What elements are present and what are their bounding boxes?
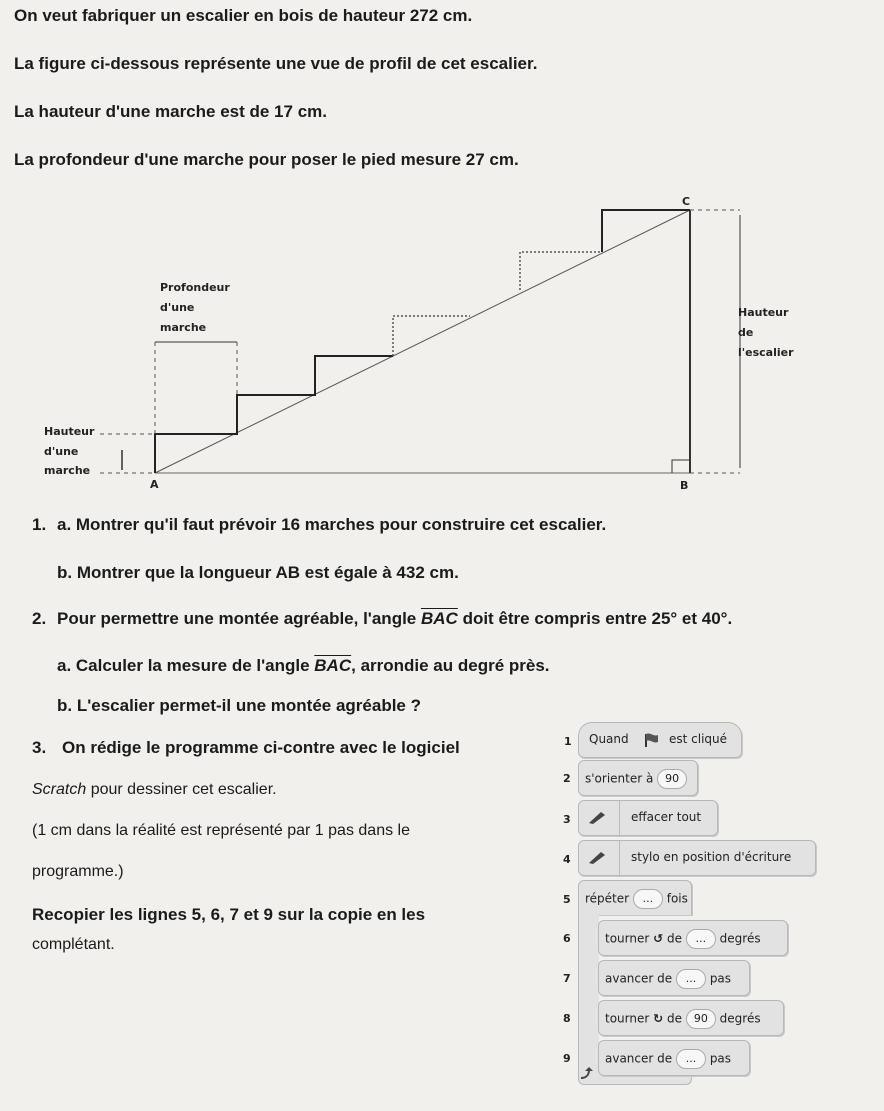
move-steps-block[interactable] <box>598 1040 750 1076</box>
repeat-count[interactable]: ... <box>633 889 663 909</box>
line-number-6: 6 <box>563 932 571 945</box>
erase-all-block[interactable] <box>578 800 718 836</box>
question-3-line-2-rest: pour dessiner cet escalier. <box>90 781 277 798</box>
move-steps-value[interactable]: ... <box>676 969 706 989</box>
block-text: avancer de <box>605 1051 673 1066</box>
loop-arrow-icon <box>579 1066 595 1080</box>
green-flag-icon <box>643 732 661 748</box>
question-2-number: 2. <box>32 609 47 628</box>
pen-icon <box>587 809 609 825</box>
intro-line-4: La profondeur d'une marche pour poser le pied mesure 27 cm. <box>14 150 519 169</box>
turn-right-icon: ↻ <box>653 1011 664 1026</box>
question-2a-text-pre: a. Calculer la mesure de l'angle <box>57 656 310 675</box>
line-number-8: 8 <box>563 1012 571 1025</box>
label-b: B <box>680 479 689 492</box>
hauteur-marche-label-1: Hauteur <box>44 425 95 438</box>
block-text: pas <box>709 1051 732 1066</box>
profondeur-label-2: d'une <box>160 301 195 314</box>
block-text: Quand <box>589 732 629 746</box>
profondeur-label-1: Profondeur <box>160 281 230 294</box>
question-3-line-4: programme.) <box>32 863 124 880</box>
repeat-arm <box>578 914 599 1064</box>
line-number-4: 4 <box>563 853 571 866</box>
block-text: degrés <box>719 1011 761 1026</box>
question-3-line-1: On rédige le programme ci-contre avec le logiciel <box>62 738 460 757</box>
move-steps-block[interactable] <box>598 960 750 996</box>
move-steps-value[interactable]: ... <box>676 1049 706 1069</box>
block-text: stylo en position d'écriture <box>631 850 792 864</box>
question-2a-text-post: , arrondie au degré près. <box>351 656 550 675</box>
block-text: est cliqué <box>669 732 728 746</box>
intro-line-2: La figure ci-dessous représente une vue de profil de cet escalier. <box>14 54 538 73</box>
block-text: effacer tout <box>631 810 702 824</box>
intro-line-1: On veut fabriquer un escalier en bois de hauteur 272 cm. <box>14 6 473 25</box>
line-number-7: 7 <box>563 972 571 985</box>
direction-value[interactable]: 90 <box>657 769 687 789</box>
point-in-direction-block[interactable] <box>578 760 698 796</box>
question-1-number: 1. <box>32 515 47 534</box>
hauteur-marche-label-3: marche <box>44 464 91 477</box>
turn-right-block[interactable] <box>598 1000 784 1036</box>
pen-down-block[interactable] <box>578 840 816 876</box>
block-text: avancer de <box>605 971 673 986</box>
line-number-2: 2 <box>563 772 571 785</box>
when-flag-clicked-block[interactable] <box>578 722 742 758</box>
question-2 <box>57 609 732 629</box>
hauteur-escalier-label-3: l'escalier <box>738 346 794 359</box>
question-2-text-post: doit être compris entre 25° et 40°. <box>462 609 733 628</box>
turn-left-degrees[interactable]: ... <box>686 929 716 949</box>
turn-right-degrees[interactable]: 90 <box>686 1009 716 1029</box>
block-text: répéter <box>585 891 630 906</box>
pen-icon <box>587 849 609 865</box>
block-text: pas <box>709 971 732 986</box>
line-number-1: 1 <box>564 735 572 748</box>
question-2b: b. L'escalier permet-il une montée agréable ? <box>57 696 421 715</box>
angle-bac: $\overline{BAC}$ <box>314 656 352 675</box>
label-c: C <box>682 195 691 208</box>
line-number-9: 9 <box>563 1052 571 1065</box>
question-2a <box>57 656 550 676</box>
block-text: de <box>667 931 683 946</box>
block-text: tourner <box>605 1011 650 1026</box>
question-1b: b. Montrer que la longueur AB est égale à 432 cm. <box>57 563 459 582</box>
scratch-name: Scratch <box>32 781 87 798</box>
intro-line-3: La hauteur d'une marche est de 17 cm. <box>14 102 327 121</box>
line-number-3: 3 <box>563 813 571 826</box>
question-3-line-3: (1 cm dans la réalité est représenté par 1 pas dans le <box>32 822 410 839</box>
question-2-text-pre: Pour permettre une montée agréable, l'angle <box>57 609 417 628</box>
angle-bac: $\overline{BAC}$ <box>420 609 458 628</box>
hauteur-escalier-label-2: de <box>738 326 754 339</box>
repeat-block[interactable] <box>578 880 692 915</box>
question-1a: a. Montrer qu'il faut prévoir 16 marches pour construire cet escalier. <box>57 515 607 534</box>
block-text: degrés <box>719 931 761 946</box>
block-text: fois <box>666 891 688 906</box>
hauteur-marche-label-2: d'une <box>44 445 79 458</box>
hauteur-escalier-label-1: Hauteur <box>738 306 789 319</box>
label-a: A <box>150 478 159 491</box>
question-3-number: 3. <box>32 738 47 757</box>
line-number-5: 5 <box>563 893 571 906</box>
profondeur-label-3: marche <box>160 321 207 334</box>
question-3-line-2 <box>32 781 277 799</box>
block-text: tourner <box>605 931 650 946</box>
turn-left-block[interactable] <box>598 920 788 956</box>
turn-left-icon: ↺ <box>653 931 664 946</box>
block-text: s'orienter à <box>585 771 654 786</box>
staircase-figure <box>0 0 884 500</box>
question-3-line-6: complétant. <box>32 936 115 953</box>
question-3-line-5: Recopier les lignes 5, 6, 7 et 9 sur la copie en les <box>32 905 426 924</box>
block-text: de <box>667 1011 683 1026</box>
